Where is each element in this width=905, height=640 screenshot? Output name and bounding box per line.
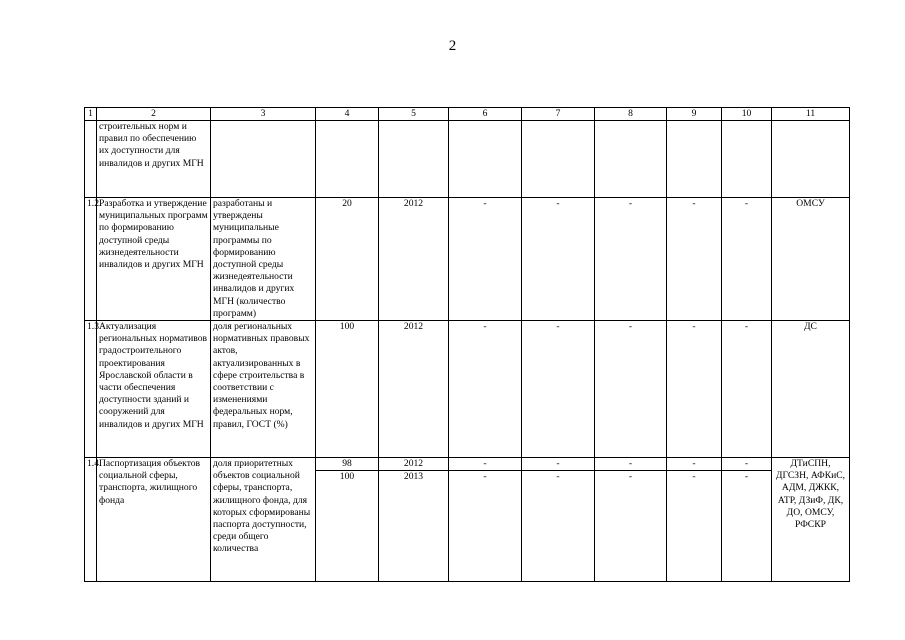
- cell-col8: -: [595, 198, 667, 321]
- cell-year: 2012: [379, 198, 449, 321]
- cell-col9: -: [667, 198, 722, 321]
- dash: -: [628, 471, 633, 483]
- row-number: 1.4.: [85, 458, 97, 582]
- program-table: [84, 107, 850, 582]
- header-cell: 3: [211, 108, 316, 121]
- cell-col7: [522, 458, 595, 582]
- cell-executor: ОМСУ: [772, 198, 850, 321]
- table-row: [85, 458, 850, 582]
- cell-col10: -: [722, 321, 772, 458]
- activity-name: Актуализация региональных нормативов градостроительного проектирования Ярославской области в части обеспечения доступности зданий и сооружений для инвалидов и других МГН: [97, 321, 211, 458]
- cell-col6: -: [449, 321, 522, 458]
- cell-target-value: 100: [316, 321, 379, 458]
- indicator: разработаны и утверждены муниципальные программы по формированию доступной среды жизнедеятельности инвалидов и других МГН (количество программ): [211, 198, 316, 321]
- table-row: [85, 121, 850, 198]
- header-cell: 8: [595, 108, 667, 121]
- year-first: 2012: [379, 458, 448, 471]
- cell-executor: [772, 121, 850, 198]
- header-cell: 5: [379, 108, 449, 121]
- cell-executor: ДС: [772, 321, 850, 458]
- dash: -: [595, 458, 666, 471]
- header-cell: 9: [667, 108, 722, 121]
- cell-col10: [722, 121, 772, 198]
- cell-year: [379, 458, 449, 582]
- cell-year: [379, 121, 449, 198]
- row-number: 1.2.: [85, 198, 97, 321]
- header-cell: 11: [772, 108, 850, 121]
- row-number: [85, 121, 97, 198]
- cell-col9: -: [667, 321, 722, 458]
- dash: -: [522, 458, 594, 471]
- cell-col8: [595, 121, 667, 198]
- page-number: 2: [448, 38, 457, 54]
- cell-col10: [722, 458, 772, 582]
- value-2012: 98: [316, 458, 378, 471]
- cell-col9: [667, 121, 722, 198]
- header-cell: 10: [722, 108, 772, 121]
- cell-col6: [449, 121, 522, 198]
- cell-target-value: 20: [316, 198, 379, 321]
- cell-col7: -: [522, 198, 595, 321]
- header-cell: 7: [522, 108, 595, 121]
- cell-target-value: [316, 458, 379, 582]
- row-number: 1.3.: [85, 321, 97, 458]
- dash: -: [483, 471, 487, 483]
- activity-name: Разработка и утверждение муниципальных программ по формированию доступной среды жизнедеятельности инвалидов и других МГН: [97, 198, 211, 321]
- table-row: [85, 198, 850, 321]
- dash: -: [722, 458, 771, 471]
- cell-col7: [522, 121, 595, 198]
- cell-col8: -: [595, 321, 667, 458]
- value-2013: 100: [339, 471, 355, 483]
- cell-col10: -: [722, 198, 772, 321]
- indicator: [211, 121, 316, 198]
- cell-col7: -: [522, 321, 595, 458]
- cell-col9: [667, 458, 722, 582]
- dash: -: [556, 471, 560, 483]
- year-second: 2013: [403, 471, 424, 483]
- header-row: [85, 108, 850, 121]
- indicator: доля региональных нормативных правовых актов, актуализированных в сфере строительства в соответствии с изменениями федеральных норм, правил, ГОСТ (%): [211, 321, 316, 458]
- dash: -: [744, 471, 749, 483]
- header-cell: 1: [85, 108, 97, 121]
- cell-col8: [595, 458, 667, 582]
- table-row: [85, 321, 850, 458]
- header-cell: 6: [449, 108, 522, 121]
- header-cell: 2: [97, 108, 211, 121]
- header-cell: 4: [316, 108, 379, 121]
- cell-target-value: [316, 121, 379, 198]
- cell-col6: [449, 458, 522, 582]
- dash: -: [692, 471, 696, 483]
- cell-year: 2012: [379, 321, 449, 458]
- cell-col6: -: [449, 198, 522, 321]
- cell-executor: ДТиСПН, ДГСЗН, АФКиС, АДМ, ДЖКК, АТР, ДЗиФ, ДК, ДО, ОМСУ, РФСКР: [772, 458, 850, 582]
- dash: -: [667, 458, 721, 471]
- dash: -: [449, 458, 521, 471]
- activity-name: строительных норм и правил по обеспечению их доступности для инвалидов и других МГН: [97, 121, 211, 198]
- indicator: доля приоритетных объектов социальной сферы, транспорта, жилищного фонда, для которых сформированы паспорта доступности, среди общего количества: [211, 458, 316, 582]
- activity-name: Паспортизация объектов социальной сферы, транспорта, жилищного фонда: [97, 458, 211, 582]
